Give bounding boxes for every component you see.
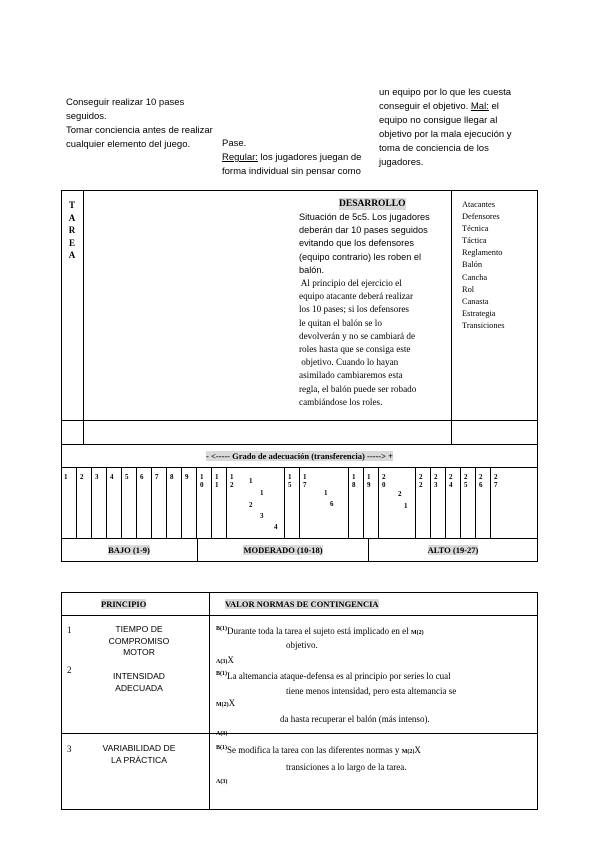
desarrollo-title: DESARROLLO (339, 199, 406, 209)
row1-text1a: Durante toda la tarea el sujeto está implicado en el (227, 626, 411, 636)
grado-cell-top: 2 (464, 473, 468, 481)
x-mark: X (414, 745, 421, 755)
row1-ax (216, 654, 532, 668)
grado-cell-top: 4 (110, 473, 114, 481)
row2-text1a: Se modifica la tarea con las diferentes normas y (227, 745, 402, 755)
grado-cell-top: 5 (125, 473, 129, 481)
stagger-value: 1 (324, 489, 328, 497)
stagger-value: 1 (249, 477, 253, 485)
top-left-line3: Tomar conciencia antes de realizar (66, 125, 213, 136)
grado-header: - <----- Grado de adecuación (transferencia) -----> + (206, 451, 393, 461)
row1-text2c: da hasta recuperar el balón (más intenso). (280, 714, 430, 724)
stagger-value: 1 (404, 502, 408, 510)
grado-cell-sub: 0 (200, 481, 204, 489)
grado-cell-sub: 1 (215, 481, 219, 489)
b-label: B(1) (216, 745, 227, 751)
row2-line1 (216, 742, 532, 758)
stagger-value: 6 (330, 500, 334, 508)
grado-cell-top: 9 (185, 473, 189, 481)
desarrollo-line: balón. (299, 264, 325, 275)
top-right-text (379, 86, 512, 170)
grado-cell-top: 7 (155, 473, 159, 481)
b-label: B(1) (216, 626, 227, 632)
principio-header (101, 599, 146, 609)
b-label: B(1) (216, 671, 227, 677)
valor-header-label: VALOR NORMAS DE CONTINGENCIA (225, 599, 379, 609)
desarrollo-line: (equipo contrario) les roben el (299, 251, 422, 262)
grado-cell-top: 2 (382, 473, 386, 481)
m-label: M(2) (216, 702, 229, 708)
row1-name1: TIEMPO DE COMPROMISO MOTOR (108, 624, 170, 657)
alto-cell (369, 539, 537, 561)
desarrollo-line: asimilado cambiaremos esta (299, 370, 403, 381)
grado-cell-top: 2 (80, 473, 84, 481)
row1-text2a: La altemancia ataque-defensa es al principio por series lo cual (227, 671, 451, 681)
grado-cell-sub: 7 (494, 481, 498, 489)
principio-table (61, 592, 538, 810)
grado-cell-top: 2 (434, 473, 438, 481)
row1-text2b: tiene menos intensidad, pero esta altemancia se (286, 686, 457, 696)
row1-content (216, 623, 532, 740)
desarrollo-line: deberán dar 10 pases seguidos (299, 225, 428, 236)
grado-cell-top: 1 (200, 473, 204, 481)
principio-header-label: PRINCIPIO (101, 599, 147, 609)
desarrollo-line: equipo atacante deberá realizar (299, 291, 414, 302)
tarea-letter: R (68, 225, 76, 235)
category-item: Reglamento (462, 248, 503, 258)
category-item: Balón (462, 260, 483, 270)
top-right-line2-post: el (488, 101, 499, 112)
stagger-value: 3 (260, 512, 264, 520)
top-right-line1: un equipo por lo que les cuesta (379, 87, 512, 98)
desarrollo-line: Al principio del ejercicio el (299, 278, 402, 289)
grado-cell-top: 2 (479, 473, 483, 481)
row1-name2: INTENSIDAD ADECUADA (112, 671, 166, 693)
grado-cell-top: 1 (352, 473, 356, 481)
top-mid-line2 (222, 151, 361, 165)
top-left-line2: seguidos. (66, 111, 107, 122)
row1-line1 (216, 623, 532, 639)
row1-text1b: objetivo. (286, 640, 318, 650)
tarea-letter: E (68, 237, 75, 248)
grado-cell-top: 2 (419, 473, 423, 481)
a-label: A(3) (216, 731, 228, 737)
top-right-line2 (379, 100, 512, 114)
top-mid-text (222, 137, 361, 179)
desarrollo-line: regla, el balón puede ser robado (299, 383, 417, 394)
row1-num1: 1 (67, 625, 72, 635)
grado-cell-top: 8 (170, 473, 174, 481)
desarrollo-line: le quitan el balón se lo (299, 317, 382, 328)
top-right-line2-pre: conseguir el objetivo. (379, 101, 471, 112)
row1-num2: 2 (67, 665, 72, 675)
grado-header-row (61, 445, 538, 467)
grado-cell-sub: 8 (352, 481, 356, 489)
top-left-text (66, 96, 213, 152)
x-mark: X (227, 655, 234, 665)
top-left-line1: Conseguir realizar 10 pases (66, 97, 185, 108)
grado-cell-sub: 5 (288, 481, 292, 489)
tarea-letter: A (68, 250, 76, 260)
category-item: Atacantes (462, 200, 496, 209)
row2-content (216, 742, 532, 788)
tarea-letters (67, 199, 77, 262)
desarrollo-line: evitando que los defensores (299, 238, 414, 249)
stagger-value: 2 (398, 490, 402, 498)
row2-num: 3 (67, 744, 72, 754)
grado-cell-sub: 4 (449, 481, 453, 489)
category-item: Rol (462, 284, 475, 294)
valor-header (225, 599, 379, 609)
grado-cell-sub: 3 (434, 481, 438, 489)
row1-line2 (216, 668, 532, 682)
grado-cell-top: 1 (303, 473, 307, 481)
moderado-label: MODERADO (10-18) (243, 545, 323, 555)
grado-cell-top: 1 (230, 473, 234, 481)
grado-cell-top: 3 (95, 473, 99, 481)
row2-text1b: transiciones a lo largo de la tarea. (286, 762, 407, 772)
grado-cell-sub: 6 (479, 481, 483, 489)
grado-cell-sub: 0 (382, 481, 386, 489)
category-item: Táctica (462, 236, 487, 246)
category-item: Defensores (462, 212, 500, 222)
desarrollo-line: los 10 pases; si los defensores (299, 304, 409, 315)
top-right-line4: objetivo por la mala ejecución y (379, 129, 512, 140)
desarrollo-line: Situación de 5c5. Los jugadores (299, 212, 430, 222)
grado-cell-top: 1 (215, 473, 219, 481)
moderado-cell (198, 539, 368, 561)
alto-label: ALTO (19-27) (427, 545, 479, 555)
grado-cell-sub: 2 (230, 481, 234, 489)
category-item: Transiciones (462, 320, 505, 330)
grado-cell-sub: 5 (464, 481, 468, 489)
grado-cell-top: 1 (64, 473, 68, 481)
desarrollo-line: cambiándose los roles. (299, 396, 383, 407)
grado-stagger (61, 468, 538, 538)
category-item: Estrategia (462, 308, 496, 318)
categories-list (462, 199, 505, 332)
bajo-cell (61, 539, 197, 561)
grado-cell-top: 1 (288, 473, 292, 481)
stagger-value: 4 (274, 523, 278, 531)
top-right-line6: jugadores. (379, 157, 424, 168)
tarea-table (61, 190, 538, 562)
row2-name: VARIABILIDAD DE LA PRÁCTICA (102, 743, 176, 765)
a-label: A(3) (216, 659, 228, 665)
x-mark: X (228, 698, 236, 708)
grado-cell-sub: 7 (303, 481, 307, 489)
desarrollo-line: devolverán y no se cambiará de (299, 330, 416, 341)
grado-cell-top: 2 (449, 473, 453, 481)
desarrollo-line: roles hasta que se consiga este (299, 344, 411, 355)
stagger-value: 1 (260, 489, 264, 497)
tarea-letter: A (68, 212, 76, 223)
mal-label: Mal: (470, 101, 489, 112)
tarea-letter: T (68, 200, 75, 210)
grado-cell-top: 1 (367, 473, 371, 481)
grado-cell-top: 6 (140, 473, 144, 481)
row1-m2 (216, 697, 532, 711)
category-item: Canasta (462, 296, 489, 306)
stagger-value: 2 (249, 501, 253, 509)
category-item: Técnica (462, 224, 489, 234)
top-left-line4: cualquier elemento del juego. (66, 139, 191, 150)
top-right-line5: toma de conciencia de los (379, 143, 489, 154)
regular-label: Regular: (222, 152, 258, 163)
desarrollo-line: objetivo. Cuando lo hayan (299, 357, 399, 368)
grado-cell-sub: 9 (367, 481, 371, 489)
grado-cell-sub: 2 (419, 481, 423, 489)
m-label: M(2) (410, 630, 424, 636)
desarrollo-body (299, 211, 451, 409)
regular-text: los jugadores juegan de (257, 152, 362, 163)
grado-cell-top: 2 (494, 473, 498, 481)
top-mid-line1: Pase. (222, 138, 247, 149)
bajo-label: BAJO (1-9) (108, 545, 150, 555)
m-label: M(2) (401, 749, 415, 755)
category-item: Cancha (462, 272, 488, 282)
a-label: A(3) (216, 779, 228, 785)
top-right-line3: equipo no consigue llegar al (379, 115, 498, 126)
top-mid-line3: forma individual sin pensar como (222, 166, 361, 177)
